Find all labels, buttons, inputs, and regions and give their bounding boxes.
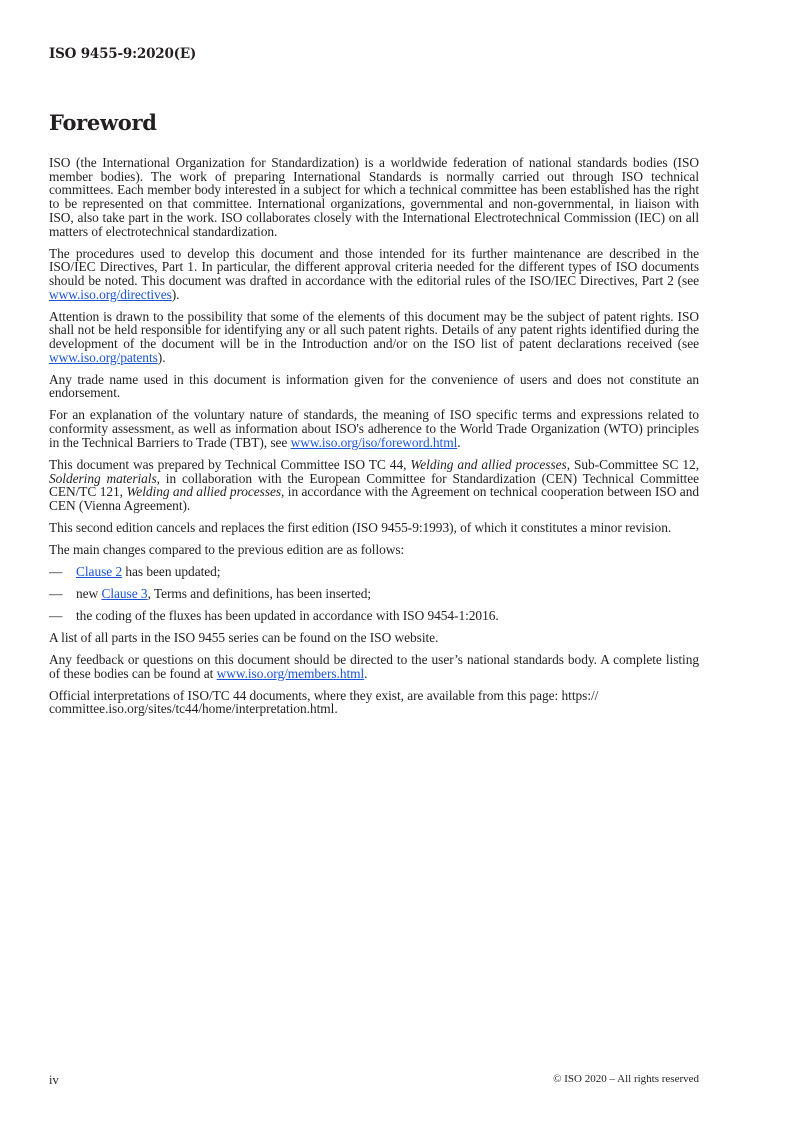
text: The procedures used to develop this document and those intended for its further maintenance are described in the ISO/IEC Directives, Part 1. In particular, the different approval criteria needed for the different types of ISO documents should be noted. This document was drafted in accordance with the editorial rules of the ISO/IEC Directives, Part 2 (see bbox=[49, 245, 699, 288]
cen-committee-title: Welding and allied processes bbox=[126, 484, 282, 500]
copyright-notice: © ISO 2020 – All rights reserved bbox=[553, 1073, 699, 1085]
committee-title: Welding and allied processes bbox=[410, 456, 567, 472]
em-dash: — bbox=[49, 585, 63, 601]
text: , Terms and definitions, has been inserted; bbox=[147, 585, 372, 601]
directives-link[interactable]: www.iso.org/directives bbox=[49, 286, 172, 302]
members-link[interactable]: www.iso.org/members.html bbox=[216, 665, 365, 681]
paragraph-prepared-by bbox=[49, 458, 699, 513]
paragraph-feedback bbox=[49, 653, 699, 680]
text: the coding of the fluxes has been updated in accordance with ISO 9454-1:2016. bbox=[76, 607, 499, 623]
text: new bbox=[76, 585, 102, 601]
list-item bbox=[49, 609, 699, 623]
list-item bbox=[49, 565, 699, 579]
text: Attention is drawn to the possibility that some of the elements of this document may be the subject of patent rights. ISO shall not be held responsible for identifying any or all such patent rights. Details of any patent rights identified during the development of the document will be in the Introduction and/or on the ISO list of patent declarations received (see bbox=[49, 308, 699, 352]
paragraph-procedures bbox=[49, 247, 699, 302]
text: This document was prepared by Technical Committee ISO TC 44, bbox=[49, 456, 411, 472]
paragraph-main-changes: The main changes compared to the previous edition are as follows: bbox=[49, 541, 405, 557]
text: . bbox=[457, 434, 461, 450]
list-item bbox=[49, 587, 699, 601]
text: , in accordance with the Agreement on technical cooperation between ISO and CEN (Vienna Agreement). bbox=[49, 484, 699, 513]
text: . bbox=[364, 665, 368, 681]
text: Any feedback or questions on this document should be directed to the user’s national standards body. A complete listing of these bodies can be found at bbox=[49, 651, 699, 681]
paragraph-edition: This second edition cancels and replaces the first edition (ISO 9455-9:1993), of which it constitutes a minor revision. bbox=[49, 519, 672, 535]
paragraph-series-list: A list of all parts in the ISO 9455 series can be found on the ISO website. bbox=[49, 629, 439, 645]
paragraph-iso-intro: ISO (the International Organization for Standardization) is a worldwide federation of national standards bodies (ISO member bodies). The work of preparing International Standards is normally carried out through ISO technical committees. Each member body interested in a subject for which a technical committee has been established has the right to be represented on that committee. International organizations, governmental and non-governmental, in liaison with ISO, also take part in the work. ISO collaborates closely with the International Electrotechnical Commission (IEC) on all matters of electrotechnical standardization. bbox=[49, 155, 699, 239]
text: has been updated; bbox=[122, 563, 221, 579]
foreword-link[interactable]: www.iso.org/iso/foreword.html bbox=[290, 434, 458, 450]
page-title: Foreword bbox=[49, 110, 157, 135]
paragraph-interpretations: Official interpretations of ISO/TC 44 documents, where they exist, are available from this page: https:// committee.iso.org/sites/tc44/home/interpretation.html. bbox=[49, 687, 599, 717]
text: , in collaboration with the European Committee for Standardization (CEN) Technical Committee CEN/TC 121, bbox=[49, 470, 700, 500]
clause-3-link[interactable]: Clause 3 bbox=[101, 585, 148, 601]
em-dash: — bbox=[49, 607, 63, 623]
text: For an explanation of the voluntary nature of standards, the meaning of ISO specific terms and expressions related to conformity assessment, as well as information about ISO's adherence to the World Trade Organization (WTO) principles in the Technical Barriers to Trade (TBT), see bbox=[49, 407, 699, 450]
text: ). bbox=[157, 349, 166, 365]
subcommittee-title: Soldering materials bbox=[49, 470, 157, 486]
foreword-body bbox=[49, 156, 699, 724]
paragraph-patents bbox=[49, 310, 699, 365]
paragraph-trade-name: Any trade name used in this document is information given for the convenience of users and does not constitute an endorsement. bbox=[49, 371, 699, 401]
document-id-header: ISO 9455-9:2020(E) bbox=[49, 46, 197, 62]
paragraph-voluntary-nature bbox=[49, 408, 699, 449]
clause-2-link[interactable]: Clause 2 bbox=[76, 563, 123, 579]
em-dash: — bbox=[49, 563, 63, 579]
text: ). bbox=[171, 286, 180, 302]
page-number: iv bbox=[49, 1073, 59, 1087]
patents-link[interactable]: www.iso.org/patents bbox=[49, 349, 158, 365]
text: , Sub-Committee SC 12, bbox=[566, 456, 699, 472]
